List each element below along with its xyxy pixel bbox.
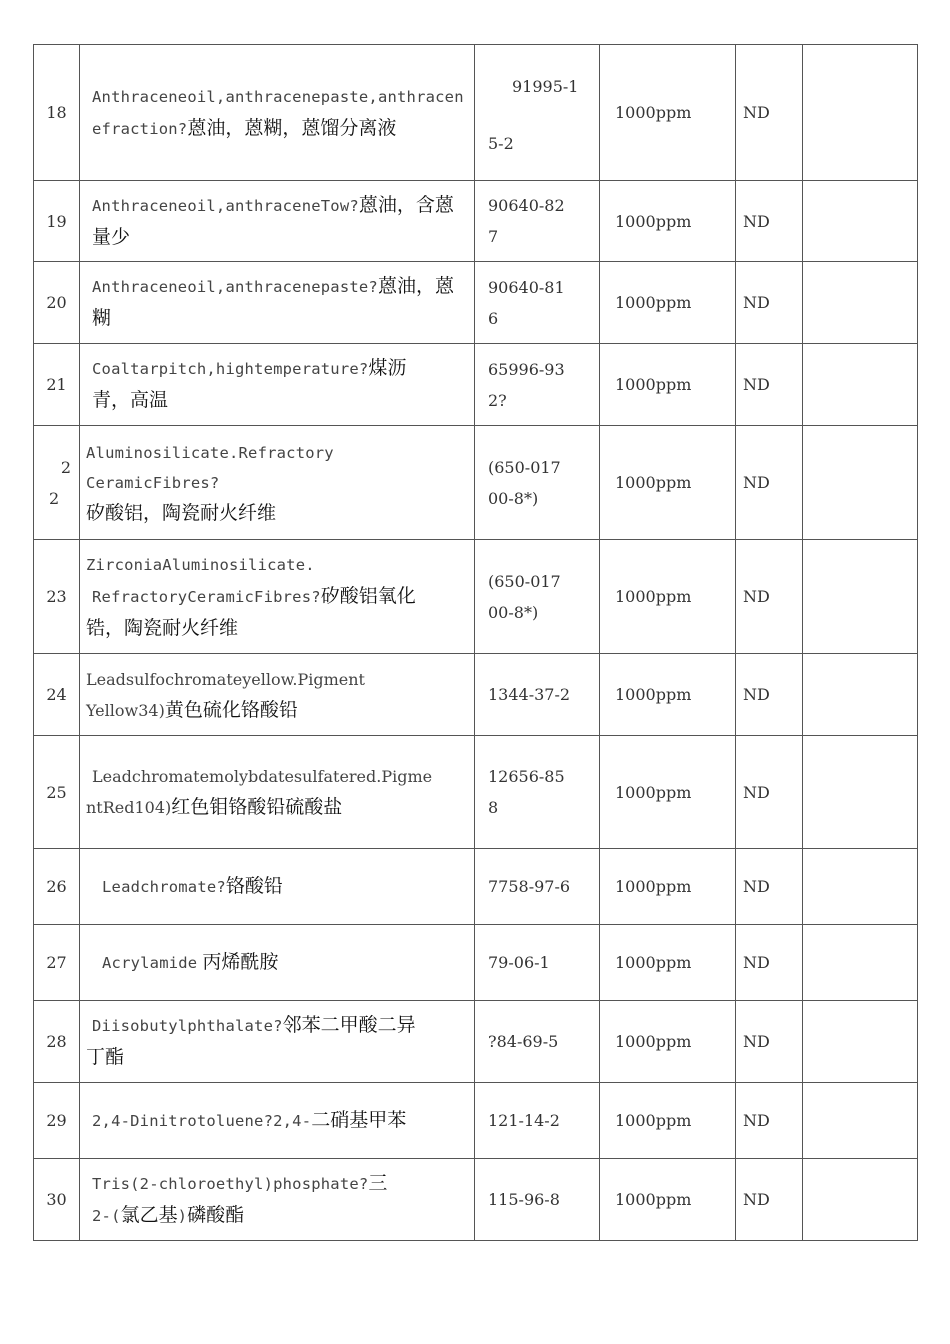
substance-table-sheet [33, 44, 917, 1241]
remark-cell [803, 1083, 918, 1159]
test-result: ND [736, 925, 803, 1001]
table-row [34, 344, 918, 426]
limit-value: 1000ppm [600, 1001, 736, 1083]
substance-name-en-line-2: ntRed104) [86, 798, 172, 817]
substance-name-zh: 矽酸铝，陶瓷耐火纤维 [86, 501, 277, 524]
table-row [34, 540, 918, 654]
remark-cell [803, 736, 918, 849]
table-row [34, 1083, 918, 1159]
test-result: ND [736, 1083, 803, 1159]
cas-number: 7758-97-6 [475, 849, 600, 925]
row-number: 26 [34, 849, 80, 925]
table-row [34, 45, 918, 181]
table-row [34, 736, 918, 849]
cas-number: 79-06-1 [475, 925, 600, 1001]
remark-cell [803, 181, 918, 262]
substance-name-en: Anthraceneoil,anthracenepaste,anthracenefraction? [92, 87, 464, 138]
limit-value: 1000ppm [600, 181, 736, 262]
substance-name [80, 262, 475, 344]
cas-number-line-2: 00-8*) [488, 602, 539, 622]
remark-cell [803, 1001, 918, 1083]
cas-number-line-1: 12656-85 [488, 767, 565, 786]
row-number: 20 [34, 262, 80, 344]
remark-cell [803, 45, 918, 181]
limit-value: 1000ppm [600, 344, 736, 426]
substance-name-zh-part-1: 三 [368, 1171, 388, 1194]
substance-name-zh: 二硝基甲苯 [311, 1108, 407, 1131]
substance-name-zh-part-2: 丁酯 [86, 1046, 125, 1068]
test-result: ND [736, 344, 803, 426]
cas-number [475, 344, 600, 426]
substance-name-zh: 蒽油，含蒽量少 [92, 193, 454, 248]
substance-name-en-line-2: RefractoryCeramicFibres? [92, 587, 321, 606]
test-result: ND [736, 1001, 803, 1083]
substance-name-en-part-3: ) [177, 1206, 188, 1225]
substance-name-zh: 丙烯酰胺 [202, 950, 279, 973]
limit-value: 1000ppm [600, 1159, 736, 1241]
limit-value: 1000ppm [600, 1083, 736, 1159]
cas-number [475, 540, 600, 654]
remark-cell [803, 1159, 918, 1241]
cas-number-line-1: 91995-1 [512, 76, 579, 96]
substance-name-en-line-2: Yellow34) [86, 700, 165, 720]
row-number-line-1: 2 [60, 457, 71, 477]
substance-name-en: Diisobutylphthalate? [92, 1017, 283, 1035]
limit-value: 1000ppm [600, 849, 736, 925]
cas-number: ?84-69-5 [475, 1001, 600, 1083]
remark-cell [803, 849, 918, 925]
remark-cell [803, 925, 918, 1001]
cas-number-line-1: (650-017 [488, 571, 561, 591]
substance-name-zh: 煤沥青，高温 [92, 357, 407, 411]
cas-number-line-1: 90640-81 [488, 277, 565, 297]
substance-name-en-line-1: Aluminosilicate.Refractory [86, 443, 334, 462]
substance-name-zh-part-3: 磷酸酯 [187, 1203, 245, 1226]
substance-table [33, 44, 918, 1241]
cas-number-line-2: 5-2 [488, 133, 514, 153]
table-row [34, 262, 918, 344]
row-number: 18 [34, 45, 80, 181]
cas-number-line-2: 00-8*) [488, 488, 539, 508]
substance-name [80, 426, 475, 540]
substance-name-zh-part-1: 邻苯二甲酸二异 [282, 1014, 416, 1036]
remark-cell [803, 654, 918, 736]
cas-number: 115-96-8 [475, 1159, 600, 1241]
table-row [34, 181, 918, 262]
substance-name [80, 925, 475, 1001]
substance-name-en-line-2: CeramicFibres? [86, 473, 220, 492]
remark-cell [803, 262, 918, 344]
limit-value: 1000ppm [600, 45, 736, 181]
test-result: ND [736, 849, 803, 925]
test-result: ND [736, 181, 803, 262]
row-number: 21 [34, 344, 80, 426]
row-number: 29 [34, 1083, 80, 1159]
substance-name [80, 540, 475, 654]
test-result: ND [736, 262, 803, 344]
cas-number-line-2: 8 [488, 798, 499, 817]
substance-name-zh-part-1: 矽酸铝氧化 [320, 584, 416, 607]
substance-name [80, 45, 475, 181]
substance-name-en: Anthraceneoil,anthracenepaste? [92, 278, 378, 296]
row-number: 28 [34, 1001, 80, 1083]
cas-number [475, 262, 600, 344]
substance-name [80, 849, 475, 925]
row-number-line-2: 2 [49, 488, 60, 508]
substance-name-en: Leadchromate? [102, 877, 226, 896]
substance-name-en: Anthraceneoil,anthraceneTow? [92, 196, 359, 215]
substance-name-en: Acrylamide [102, 953, 198, 972]
substance-name-en-part-2: 2-( [92, 1206, 121, 1225]
substance-name-zh-part-2: 氯乙基 [120, 1203, 178, 1226]
substance-name-en-part-1: Tris(2-chloroethyl)phosphate? [92, 1174, 369, 1193]
remark-cell [803, 426, 918, 540]
substance-name [80, 654, 475, 736]
test-result: ND [736, 45, 803, 181]
substance-name [80, 736, 475, 849]
cas-number-line-1: 90640-82 [488, 196, 565, 215]
row-number [34, 426, 80, 540]
test-result: ND [736, 540, 803, 654]
row-number: 27 [34, 925, 80, 1001]
substance-name [80, 181, 475, 262]
cas-number-line-1: (650-017 [488, 457, 561, 477]
cas-number [475, 45, 600, 181]
substance-name-zh: 红色钼铬酸铅硫酸盐 [171, 796, 343, 818]
table-row [34, 1001, 918, 1083]
substance-name-en-line-1: ZirconiaAluminosilicate. [86, 555, 315, 574]
limit-value: 1000ppm [600, 262, 736, 344]
table-row [34, 849, 918, 925]
row-number: 25 [34, 736, 80, 849]
remark-cell [803, 540, 918, 654]
table-row [34, 654, 918, 736]
substance-name-zh: 黄色硫化铬酸铅 [164, 698, 298, 721]
cas-number [475, 736, 600, 849]
limit-value: 1000ppm [600, 654, 736, 736]
table-row [34, 1159, 918, 1241]
limit-value: 1000ppm [600, 540, 736, 654]
limit-value: 1000ppm [600, 736, 736, 849]
table-row [34, 925, 918, 1001]
substance-name [80, 1083, 475, 1159]
row-number: 24 [34, 654, 80, 736]
substance-name-en: 2,4-Dinitrotoluene?2,4- [92, 1111, 312, 1130]
cas-number-line-1: 65996-93 [488, 359, 565, 379]
substance-name [80, 1159, 475, 1241]
substance-name [80, 344, 475, 426]
remark-cell [803, 344, 918, 426]
substance-name-en-line-1: Leadsulfochromateyellow.Pigment [86, 669, 365, 689]
limit-value: 1000ppm [600, 925, 736, 1001]
row-number: 19 [34, 181, 80, 262]
limit-value: 1000ppm [600, 426, 736, 540]
substance-name-zh: 铬酸铅 [225, 874, 283, 897]
substance-name-en-line-1: Leadchromatemolybdatesulfatered.Pigme [92, 767, 433, 786]
substance-name-zh: 蒽油，蒽糊，蒽馏分离液 [187, 116, 397, 139]
cas-number: 121-14-2 [475, 1083, 600, 1159]
row-number: 23 [34, 540, 80, 654]
cas-number-line-2: 7 [488, 227, 499, 246]
substance-name-en: Coaltarpitch,hightemperature? [92, 360, 369, 378]
test-result: ND [736, 426, 803, 540]
table-row [34, 426, 918, 540]
test-result: ND [736, 1159, 803, 1241]
row-number: 30 [34, 1159, 80, 1241]
substance-name [80, 1001, 475, 1083]
cas-number [475, 181, 600, 262]
cas-number-line-2: 6 [488, 308, 499, 328]
cas-number: 1344-37-2 [475, 654, 600, 736]
substance-name-zh-part-2: 锆，陶瓷耐火纤维 [86, 616, 239, 639]
cas-number-line-2: 2? [488, 390, 507, 410]
test-result: ND [736, 654, 803, 736]
test-result: ND [736, 736, 803, 849]
cas-number [475, 426, 600, 540]
substance-name-zh: 蒽油，蒽糊 [92, 275, 454, 329]
